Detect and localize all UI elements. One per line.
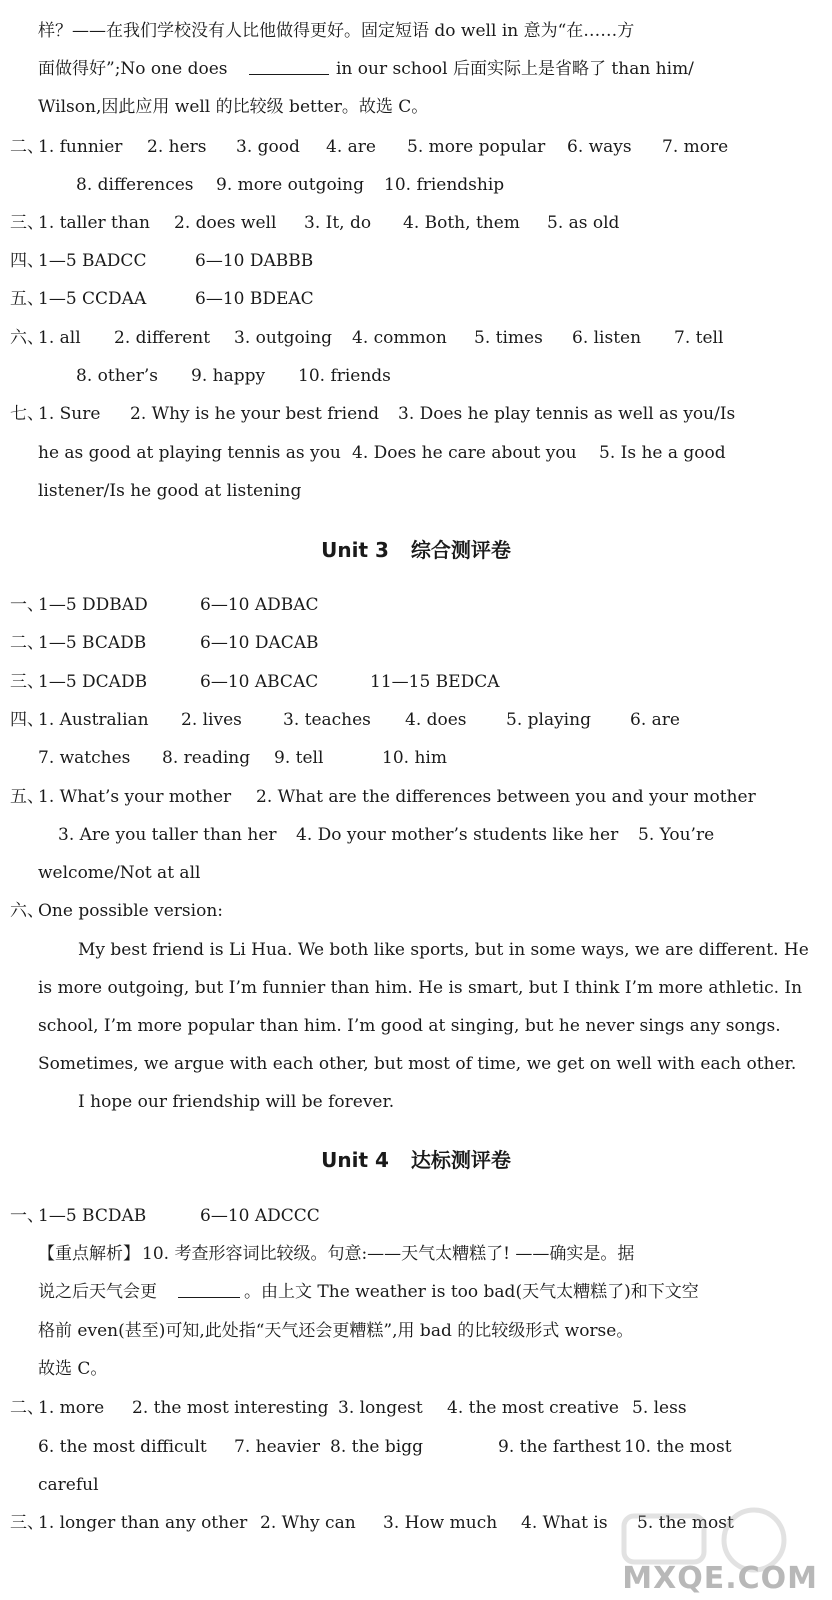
answer-key-page: 样？——在我们学校没有人比他做得更好。固定短语 do well in 意为“在……方 面做得好”;No one does in our school 后面实际上是省略了 than him/ Wilson,因此应用 well 的比较级 better。故选 C。 二、 1. funnier 2. hers 3. good 4. are 5. more popular 6. ways 7. more 8. differences 9. more outgoing 10. friendship 三、 1. taller than 2. does well 3. It, do 4. Both, them 5. as old 四、 1—5 BADCC 6—10 DABBB 五、 1—5 CCDAA 6—10 BDEAC 六、 1. all 2. different 3. outgoing 4. common 5. times 6. listen 7. tell 8. other’s 9. happy 10. friends 七、 1. Sure 2. Why is he your best friend 3. Does he play tennis as well as you/Is he as good at playing tennis as you 4. Does he care about you 5. Is he a good listener/Is he good at listening Unit 3 综合测评卷 一、 1—5 DDBAD 6—10 ADBAC 二、 1—5 BCADB 6—10 DACAB 三、 1—5 DCADB 6—10 ABCAC 11—15 BEDCA 四、 1. Australian 2. lives 3. teaches 4. does 5. playing 6. are 7. watches 8. reading 9. tell 10. him 五、 1. What’s your mother 2. What are the differences between you and your mother 3. Are you taller than her 4. Do your mother’s students like her 5. You’re welcome/Not at all 六、 One possible version: My best friend is Li Hua. We both like sports, but in some ways, we are different. He is more outgoing, but I’m funnier than him. He is smart, but I think I’m more athletic. In school, I’m more popular than him. I’m good at singing, but he never sings any songs. Sometimes, we argue with each other, but most of time, we get on well with each other. I hope our friendship will be forever. Unit 4 达标测评卷 一、 1—5 BCDAB 6—10 ADCCC 【重点解析】 10. 考查形容词比较级。句意:——天气太糟糕了! ——确实是。据 说之后天气会更 。由上文 The weather is too bad(天气太糟糕了)和下文空 格前 even(甚至)可知,此处指“天气还会更糟糕”,用 bad 的比较级形式 worse。 故选 C。 二、 1. more 2. the most interesting 3. longest 4. the most creative 5. less 6. the most difficult 7. heavier 8. the bigg 9. the farthest 10. the most careful 三、 1. longer than any other 2. Why can 3. How much 4. What is 5. the most MXQE.COM bbox=[0, 0, 832, 1600]
unit-3-heading: Unit 3 综合测评卷 bbox=[321, 538, 511, 562]
watermark-text: MXQE.COM bbox=[622, 1561, 818, 1596]
fill-blank bbox=[178, 1281, 240, 1298]
unit-4-heading: Unit 4 达标测评卷 bbox=[321, 1148, 511, 1172]
fill-blank bbox=[249, 58, 329, 75]
